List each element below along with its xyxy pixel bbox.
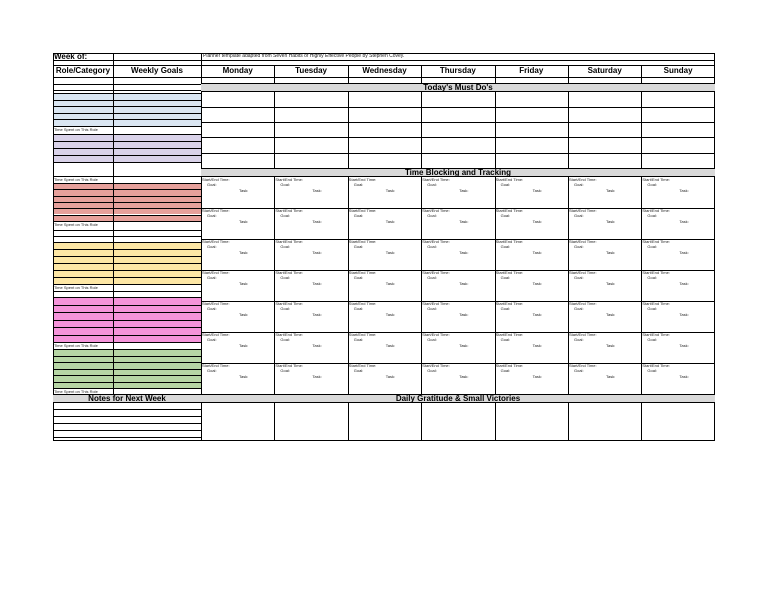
notes-band: Notes for Next Week [53, 394, 201, 403]
start-end-time-label: Start/End Time: [569, 177, 597, 182]
start-end-time-label: Start/End Time: [422, 332, 450, 337]
goal-label: Goal: [280, 244, 290, 249]
must-do-cell-tuesday[interactable] [274, 107, 347, 122]
start-end-time-label: Start/End Time: [202, 270, 230, 275]
start-end-time-label: Start/End Time: [202, 177, 230, 182]
start-end-time-label: Start/End Time: [275, 239, 303, 244]
task-label: Task: [679, 250, 689, 255]
task-label: Task: [385, 374, 396, 379]
task-label: Task: [385, 188, 396, 193]
must-do-cell-sunday[interactable] [641, 92, 714, 107]
start-end-time-label: Start/End Time: [569, 239, 597, 244]
task-label: Task: [459, 281, 469, 286]
goal-label: Goal: [574, 182, 584, 187]
task-label: Task: [532, 312, 542, 317]
task-label: Task: [532, 188, 542, 193]
task-label: Task: [385, 343, 396, 348]
role-category-header: Role/Category [55, 66, 111, 75]
task-label: Task: [239, 312, 249, 317]
start-end-time-label: Start/End Time: [422, 270, 450, 275]
task-label: Task: [532, 219, 542, 224]
goal-label: Goal: [427, 275, 437, 280]
must-do-cell-wednesday[interactable] [348, 122, 421, 137]
goal-label: Goal: [207, 244, 217, 249]
task-label: Task: [679, 374, 689, 379]
goal-label: Goal: [500, 306, 511, 311]
goal-label: Goal: [647, 368, 657, 373]
start-end-time-label: Start/End Time: [642, 177, 670, 182]
start-end-time-label: Start/End Time: [348, 332, 377, 337]
start-end-time-label: Start/End Time: [569, 270, 597, 275]
start-end-time-label: Start/End Time: [275, 363, 303, 368]
start-end-time-label: Start/End Time: [495, 332, 524, 337]
gratitude-cell-thursday[interactable] [421, 403, 494, 441]
start-end-time-label: Start/End Time: [422, 177, 450, 182]
start-end-time-label: Start/End Time: [569, 208, 597, 213]
must-do-cell-wednesday[interactable] [348, 137, 421, 152]
task-label: Task: [312, 281, 322, 286]
must-do-cell-friday[interactable] [495, 137, 568, 152]
start-end-time-label: Start/End Time: [202, 208, 230, 213]
start-end-time-label: Start/End Time: [495, 239, 524, 244]
start-end-time-label: Start/End Time: [422, 301, 450, 306]
task-label: Task: [459, 343, 469, 348]
start-end-time-label: Start/End Time: [422, 208, 450, 213]
must-do-cell-saturday[interactable] [568, 153, 641, 168]
header-line [53, 60, 715, 61]
start-end-time-label: Start/End Time: [569, 332, 597, 337]
task-label: Task: [606, 188, 616, 193]
start-end-time-label: Start/End Time: [495, 270, 524, 275]
start-end-time-label: Start/End Time: [495, 177, 524, 182]
time-spent-label: Time Spent on This Role [54, 285, 98, 290]
task-label: Task: [606, 250, 616, 255]
goal-label: Goal: [427, 306, 437, 311]
goal-label: Goal: [500, 337, 511, 342]
start-end-time-label: Start/End Time: [275, 332, 303, 337]
week-of-label: Week of: [54, 52, 88, 61]
task-label: Task: [679, 281, 689, 286]
must-do-cell-sunday[interactable] [641, 107, 714, 122]
goal-label: Goal: [280, 368, 290, 373]
day-header-saturday: Saturday [587, 66, 622, 75]
gratitude-cell-saturday[interactable] [568, 403, 641, 441]
time-spent-label: Time Spent on This Role [54, 127, 98, 132]
day-header-monday: Monday [222, 66, 253, 75]
task-label: Task: [239, 374, 249, 379]
task-label: Task: [606, 219, 616, 224]
task-label: Task: [532, 250, 542, 255]
start-end-time-label: Start/End Time: [348, 177, 377, 182]
task-label: Task: [385, 281, 396, 286]
task-label: Task: [239, 219, 249, 224]
start-end-time-label: Start/End Time: [642, 239, 670, 244]
goal-label: Goal: [207, 213, 217, 218]
start-end-time-label: Start/End Time: [569, 301, 597, 306]
goal-label: Goal: [353, 306, 364, 311]
task-label: Task: [606, 281, 616, 286]
goal-label: Goal: [574, 368, 584, 373]
goal-label: Goal: [280, 213, 290, 218]
must-do-cell-thursday[interactable] [421, 153, 494, 168]
task-label: Task: [312, 188, 322, 193]
day-header-thursday: Thursday [439, 66, 476, 75]
start-end-time-label: Start/End Time: [642, 301, 670, 306]
must-do-cell-monday[interactable] [201, 137, 274, 152]
task-label: Task: [532, 374, 542, 379]
goal-label: Goal: [280, 337, 290, 342]
goal-label: Goal: [647, 275, 657, 280]
goal-label: Goal: [500, 213, 511, 218]
start-end-time-label: Start/End Time: [348, 208, 377, 213]
task-label: Task: [679, 312, 689, 317]
goal-label: Goal: [353, 275, 364, 280]
must-do-cell-saturday[interactable] [568, 92, 641, 107]
goal-label: Goal: [280, 306, 290, 311]
start-end-time-label: Start/End Time: [275, 301, 303, 306]
goal-label: Goal: [500, 368, 511, 373]
week-of-input[interactable] [113, 53, 201, 60]
start-end-time-label: Start/End Time: [422, 239, 450, 244]
goal-label: Goal: [427, 244, 437, 249]
must-do-cell-monday[interactable] [201, 153, 274, 168]
must-do-cell-thursday[interactable] [421, 137, 494, 152]
goal-label: Goal: [207, 275, 217, 280]
goal-label: Goal: [647, 337, 657, 342]
start-end-time-label: Start/End Time: [275, 270, 303, 275]
must-do-cell-friday[interactable] [495, 122, 568, 137]
must-do-cell-friday[interactable] [495, 92, 568, 107]
task-label: Task: [239, 250, 249, 255]
task-label: Task: [532, 343, 542, 348]
must-do-cell-tuesday[interactable] [274, 137, 347, 152]
must-do-cell-sunday[interactable] [641, 122, 714, 137]
must-do-cell-thursday[interactable] [421, 92, 494, 107]
must-do-cell-saturday[interactable] [568, 122, 641, 137]
goal-label: Goal: [500, 275, 511, 280]
task-label: Task: [312, 250, 322, 255]
day-header-wednesday: Wednesday [362, 66, 407, 75]
goal-label: Goal: [353, 368, 364, 373]
start-end-time-label: Start/End Time: [642, 332, 670, 337]
goal-label: Goal: [574, 244, 584, 249]
start-end-time-label: Start/End Time: [275, 177, 303, 182]
must-do-cell-saturday[interactable] [568, 137, 641, 152]
must-do-cell-tuesday[interactable] [274, 153, 347, 168]
gratitude-cell-friday[interactable] [495, 403, 568, 441]
task-label: Task: [385, 312, 396, 317]
start-end-time-label: Start/End Time: [422, 363, 450, 368]
must-do-cell-sunday[interactable] [641, 153, 714, 168]
gratitude-cell-sunday[interactable] [641, 403, 714, 441]
task-label: Task: [312, 312, 322, 317]
goal-label: Goal: [280, 275, 290, 280]
gratitude-cell-tuesday[interactable] [274, 403, 347, 441]
start-end-time-label: Start/End Time: [495, 208, 524, 213]
must-do-cell-friday[interactable] [495, 153, 568, 168]
time-spent-label: Time Spent on This Role [54, 389, 98, 394]
start-end-time-label: Start/End Time: [642, 363, 670, 368]
goal-label: Goal: [427, 368, 437, 373]
must-dos-band: Today's Must Do's [201, 83, 715, 92]
goal-label: Goal: [427, 337, 437, 342]
day-header-sunday: Sunday [663, 66, 693, 75]
must-do-cell-wednesday[interactable] [348, 92, 421, 107]
goal-label: Goal: [574, 275, 584, 280]
goal-label: Goal: [500, 182, 511, 187]
start-end-time-label: Start/End Time: [569, 363, 597, 368]
must-do-cell-monday[interactable] [201, 107, 274, 122]
goal-label: Goal: [207, 337, 217, 342]
start-end-time-label: Start/End Time: [202, 301, 230, 306]
gratitude-cell-monday[interactable] [201, 403, 274, 441]
goal-label: Goal: [647, 244, 657, 249]
must-do-cell-thursday[interactable] [421, 122, 494, 137]
weekly-planner-sheet [53, 53, 715, 441]
gratitude-cell-wednesday[interactable] [348, 403, 421, 441]
task-label: Task: [679, 219, 689, 224]
task-label: Task: [312, 374, 322, 379]
task-label: Task: [312, 219, 322, 224]
grid-line [113, 53, 114, 394]
template-credit-note: Planner template adapted from Seven Habits of Highly Effective People by Stephen Covey. [203, 53, 405, 59]
start-end-time-label: Start/End Time: [495, 363, 524, 368]
goal-label: Goal: [574, 306, 584, 311]
must-do-cell-monday[interactable] [201, 122, 274, 137]
task-label: Task: [312, 343, 322, 348]
task-label: Task: [459, 188, 469, 193]
goal-label: Goal: [574, 213, 584, 218]
goal-label: Goal: [647, 213, 657, 218]
task-label: Task: [459, 374, 469, 379]
start-end-time-label: Start/End Time: [642, 208, 670, 213]
task-label: Task: [606, 374, 616, 379]
task-label: Task: [459, 312, 469, 317]
task-label: Task: [239, 343, 249, 348]
must-do-cell-thursday[interactable] [421, 107, 494, 122]
start-end-time-label: Start/End Time: [642, 270, 670, 275]
task-label: Task: [385, 250, 396, 255]
start-end-time-label: Start/End Time: [275, 208, 303, 213]
task-label: Task: [606, 343, 616, 348]
task-label: Task: [459, 250, 469, 255]
goal-label: Goal: [280, 182, 290, 187]
goal-label: Goal: [353, 213, 364, 218]
start-end-time-label: Start/End Time: [202, 332, 230, 337]
start-end-time-label: Start/End Time: [348, 363, 377, 368]
goal-label: Goal: [353, 244, 364, 249]
task-label: Task: [459, 219, 469, 224]
goal-label: Goal: [427, 182, 437, 187]
weekly-goals-header: Weekly Goals [131, 66, 183, 75]
goal-label: Goal: [647, 182, 657, 187]
task-label: Task: [239, 188, 249, 193]
must-do-cell-monday[interactable] [201, 92, 274, 107]
goal-label: Goal: [647, 306, 657, 311]
goal-label: Goal: [427, 213, 437, 218]
time-spent-label: Time Spent on This Role [54, 222, 98, 227]
notes-input-area[interactable] [53, 403, 201, 441]
start-end-time-label: Start/End Time: [202, 239, 230, 244]
goal-label: Goal: [353, 182, 364, 187]
goal-label: Goal: [207, 368, 217, 373]
must-do-cell-tuesday[interactable] [274, 92, 347, 107]
must-do-cell-wednesday[interactable] [348, 153, 421, 168]
start-end-time-label: Start/End Time: [495, 301, 524, 306]
start-end-time-label: Start/End Time: [348, 239, 377, 244]
task-label: Task: [532, 281, 542, 286]
task-label: Task: [606, 312, 616, 317]
must-do-cell-saturday[interactable] [568, 107, 641, 122]
time-blocking-band: Time Blocking and Tracking [201, 168, 715, 177]
goal-label: Goal: [207, 182, 217, 187]
task-label: Task: [385, 219, 396, 224]
task-label: Task: [679, 188, 689, 193]
task-label: Task: [239, 281, 249, 286]
must-do-cell-friday[interactable] [495, 107, 568, 122]
start-end-time-label: Start/End Time: [202, 363, 230, 368]
must-do-cell-sunday[interactable] [641, 137, 714, 152]
time-spent-label: Time Spent on This Role [54, 177, 98, 182]
task-label: Task: [679, 343, 689, 348]
goal-label: Goal: [574, 337, 584, 342]
day-header-tuesday: Tuesday [295, 66, 328, 75]
time-spent-label: Time Spent on This Role [54, 343, 98, 348]
header-line [53, 77, 715, 78]
goal-label: Goal: [500, 244, 511, 249]
day-header-friday: Friday [519, 66, 544, 75]
goal-label: Goal: [353, 337, 364, 342]
gratitude-band: Daily Gratitude & Small Victories [201, 394, 715, 403]
must-do-cell-tuesday[interactable] [274, 122, 347, 137]
start-end-time-label: Start/End Time: [348, 301, 377, 306]
start-end-time-label: Start/End Time: [348, 270, 377, 275]
must-do-cell-wednesday[interactable] [348, 107, 421, 122]
goal-label: Goal: [207, 306, 217, 311]
